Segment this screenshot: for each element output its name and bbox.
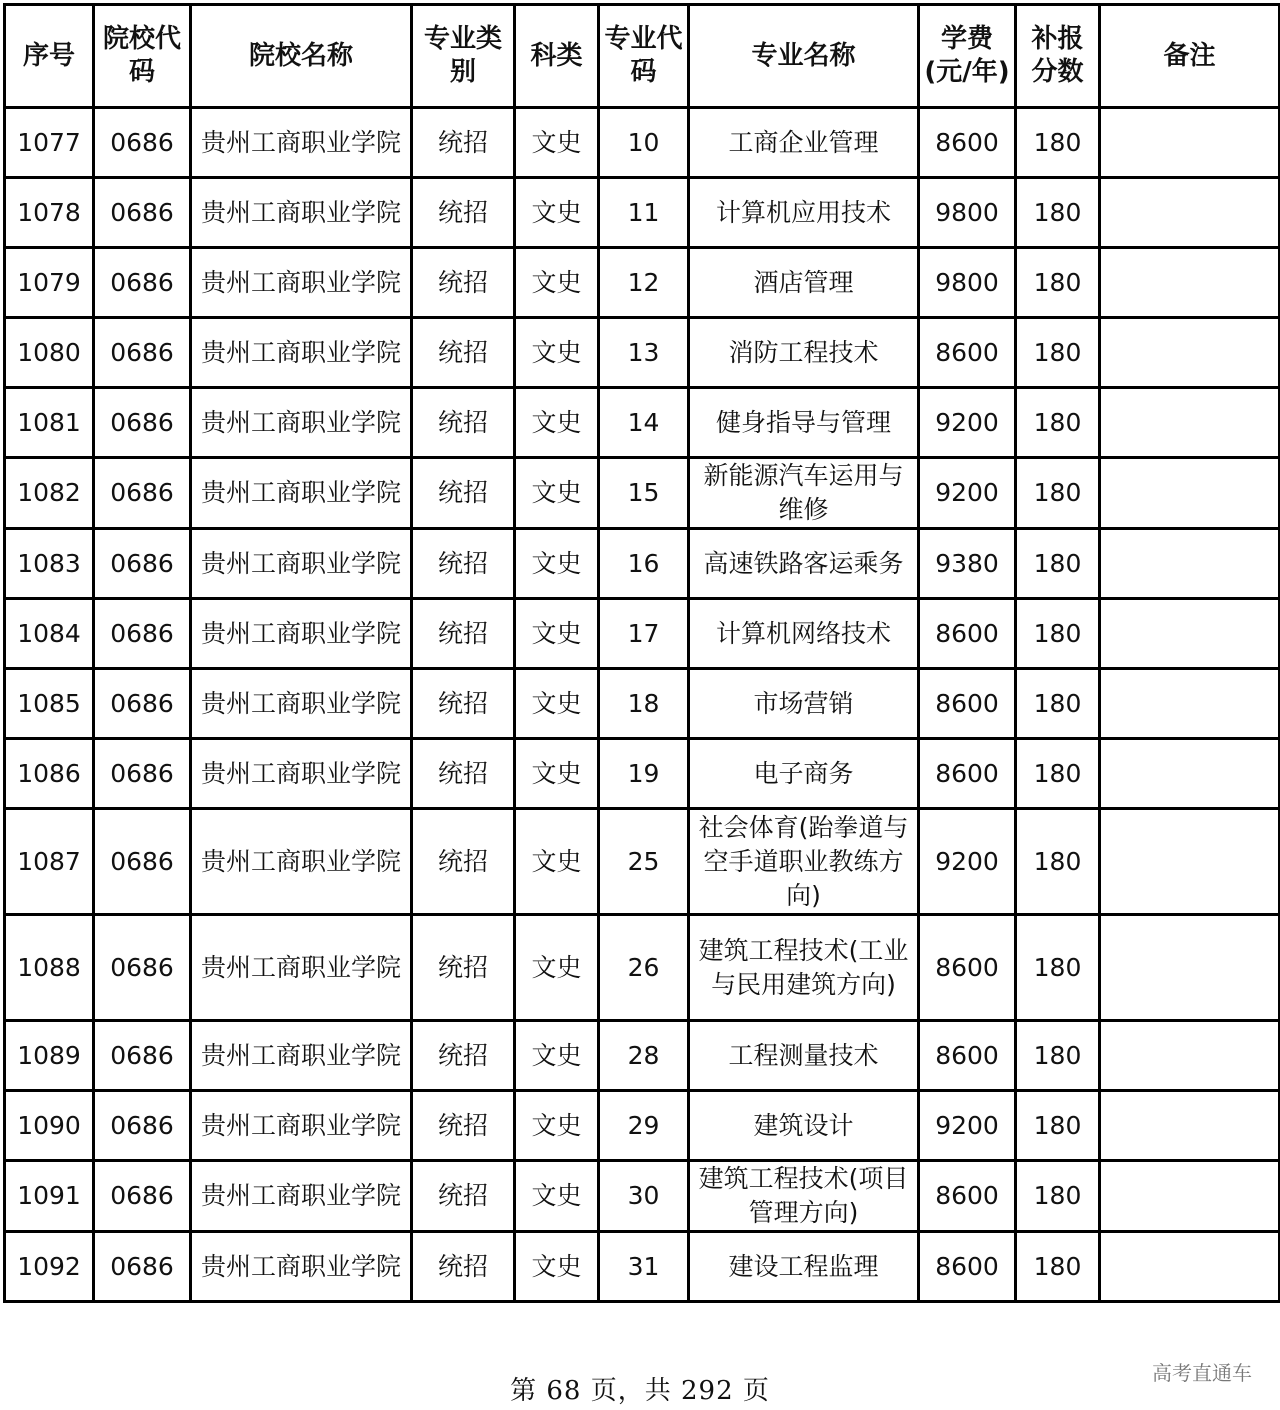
cell-major-code: 31 <box>599 1232 689 1302</box>
cell-category: 文史 <box>515 1021 599 1091</box>
cell-serial: 1083 <box>5 529 94 599</box>
cell-remarks <box>1100 1091 1280 1161</box>
cell-remarks <box>1100 809 1280 915</box>
cell-major-name: 工程测量技术 <box>689 1021 919 1091</box>
table-row <box>5 1091 1280 1161</box>
col-header-score: 补报分数 <box>1016 5 1100 108</box>
cell-category: 文史 <box>515 458 599 529</box>
cell-major-name: 建筑工程技术(项目管理方向) <box>689 1161 919 1232</box>
cell-category: 文史 <box>515 1232 599 1302</box>
cell-category: 文史 <box>515 1161 599 1232</box>
cell-score: 180 <box>1016 108 1100 178</box>
cell-school-code: 0686 <box>94 599 191 669</box>
cell-school-code: 0686 <box>94 458 191 529</box>
cell-school-name: 贵州工商职业学院 <box>191 178 412 248</box>
cell-remarks <box>1100 1021 1280 1091</box>
cell-serial: 1088 <box>5 915 94 1021</box>
cell-remarks <box>1100 739 1280 809</box>
cell-major-type: 统招 <box>412 248 515 318</box>
cell-major-code: 28 <box>599 1021 689 1091</box>
cell-major-type: 统招 <box>412 1021 515 1091</box>
cell-major-type: 统招 <box>412 1232 515 1302</box>
col-header-serial: 序号 <box>5 5 94 108</box>
table-row <box>5 1232 1280 1302</box>
cell-tuition: 9200 <box>919 458 1016 529</box>
cell-tuition: 9800 <box>919 178 1016 248</box>
cell-major-name: 消防工程技术 <box>689 318 919 388</box>
enrollment-table <box>3 3 1280 1303</box>
cell-serial: 1084 <box>5 599 94 669</box>
cell-school-name: 贵州工商职业学院 <box>191 669 412 739</box>
page-footer: 第 68 页，共 292 页 <box>510 1376 770 1406</box>
cell-serial: 1086 <box>5 739 94 809</box>
cell-tuition: 8600 <box>919 669 1016 739</box>
cell-school-name: 贵州工商职业学院 <box>191 1232 412 1302</box>
cell-score: 180 <box>1016 388 1100 458</box>
cell-score: 180 <box>1016 669 1100 739</box>
cell-score: 180 <box>1016 318 1100 388</box>
col-header-major-code: 专业代码 <box>599 5 689 108</box>
cell-score: 180 <box>1016 915 1100 1021</box>
cell-school-code: 0686 <box>94 669 191 739</box>
cell-tuition: 8600 <box>919 1161 1016 1232</box>
cell-major-type: 统招 <box>412 529 515 599</box>
table-body <box>5 108 1280 1302</box>
table-header <box>5 5 1280 108</box>
cell-remarks <box>1100 388 1280 458</box>
cell-tuition: 8600 <box>919 318 1016 388</box>
cell-serial: 1082 <box>5 458 94 529</box>
col-header-school-code: 院校代码 <box>94 5 191 108</box>
cell-serial: 1087 <box>5 809 94 915</box>
cell-school-name: 贵州工商职业学院 <box>191 599 412 669</box>
cell-category: 文史 <box>515 178 599 248</box>
cell-major-name: 建设工程监理 <box>689 1232 919 1302</box>
cell-major-code: 11 <box>599 178 689 248</box>
cell-major-type: 统招 <box>412 1091 515 1161</box>
cell-remarks <box>1100 669 1280 739</box>
cell-major-code: 17 <box>599 599 689 669</box>
cell-serial: 1081 <box>5 388 94 458</box>
cell-category: 文史 <box>515 1091 599 1161</box>
cell-tuition: 8600 <box>919 108 1016 178</box>
cell-score: 180 <box>1016 178 1100 248</box>
cell-remarks <box>1100 1232 1280 1302</box>
cell-major-name: 健身指导与管理 <box>689 388 919 458</box>
cell-tuition: 9200 <box>919 388 1016 458</box>
cell-remarks <box>1100 318 1280 388</box>
cell-score: 180 <box>1016 529 1100 599</box>
cell-major-code: 14 <box>599 388 689 458</box>
table-row <box>5 529 1280 599</box>
table-row <box>5 915 1280 1021</box>
cell-major-name: 工商企业管理 <box>689 108 919 178</box>
cell-major-code: 19 <box>599 739 689 809</box>
cell-serial: 1079 <box>5 248 94 318</box>
cell-major-type: 统招 <box>412 388 515 458</box>
cell-major-name: 高速铁路客运乘务 <box>689 529 919 599</box>
cell-score: 180 <box>1016 739 1100 809</box>
cell-school-code: 0686 <box>94 529 191 599</box>
cell-school-name: 贵州工商职业学院 <box>191 108 412 178</box>
cell-school-name: 贵州工商职业学院 <box>191 1161 412 1232</box>
cell-serial: 1090 <box>5 1091 94 1161</box>
col-header-tuition: 学费(元/年) <box>919 5 1016 108</box>
cell-serial: 1080 <box>5 318 94 388</box>
col-header-school-name: 院校名称 <box>191 5 412 108</box>
cell-major-type: 统招 <box>412 1161 515 1232</box>
cell-score: 180 <box>1016 1232 1100 1302</box>
cell-school-name: 贵州工商职业学院 <box>191 739 412 809</box>
table-row <box>5 669 1280 739</box>
cell-major-type: 统招 <box>412 178 515 248</box>
cell-major-type: 统招 <box>412 915 515 1021</box>
cell-school-code: 0686 <box>94 1021 191 1091</box>
cell-major-name: 社会体育(跆拳道与空手道职业教练方向) <box>689 809 919 915</box>
cell-score: 180 <box>1016 248 1100 318</box>
cell-score: 180 <box>1016 599 1100 669</box>
cell-school-name: 贵州工商职业学院 <box>191 248 412 318</box>
cell-remarks <box>1100 248 1280 318</box>
col-header-category: 科类 <box>515 5 599 108</box>
table-row <box>5 248 1280 318</box>
cell-tuition: 8600 <box>919 1021 1016 1091</box>
cell-school-code: 0686 <box>94 1161 191 1232</box>
cell-tuition: 8600 <box>919 739 1016 809</box>
cell-serial: 1085 <box>5 669 94 739</box>
col-header-remarks: 备注 <box>1100 5 1280 108</box>
cell-major-code: 15 <box>599 458 689 529</box>
cell-school-name: 贵州工商职业学院 <box>191 1091 412 1161</box>
cell-score: 180 <box>1016 458 1100 529</box>
cell-category: 文史 <box>515 809 599 915</box>
cell-major-type: 统招 <box>412 669 515 739</box>
cell-score: 180 <box>1016 1021 1100 1091</box>
cell-score: 180 <box>1016 809 1100 915</box>
cell-serial: 1089 <box>5 1021 94 1091</box>
table-row <box>5 108 1280 178</box>
cell-category: 文史 <box>515 248 599 318</box>
cell-category: 文史 <box>515 739 599 809</box>
col-header-major-type: 专业类别 <box>412 5 515 108</box>
cell-remarks <box>1100 915 1280 1021</box>
cell-major-name: 电子商务 <box>689 739 919 809</box>
cell-major-name: 建筑设计 <box>689 1091 919 1161</box>
cell-score: 180 <box>1016 1091 1100 1161</box>
cell-category: 文史 <box>515 318 599 388</box>
cell-school-name: 贵州工商职业学院 <box>191 458 412 529</box>
cell-tuition: 9200 <box>919 809 1016 915</box>
cell-major-code: 18 <box>599 669 689 739</box>
watermark: 高考直通车 <box>1152 1361 1252 1385</box>
table-row <box>5 318 1280 388</box>
cell-school-code: 0686 <box>94 1232 191 1302</box>
cell-school-code: 0686 <box>94 809 191 915</box>
cell-school-code: 0686 <box>94 318 191 388</box>
cell-major-code: 25 <box>599 809 689 915</box>
table-row <box>5 458 1280 529</box>
cell-major-code: 10 <box>599 108 689 178</box>
cell-category: 文史 <box>515 669 599 739</box>
cell-school-code: 0686 <box>94 915 191 1021</box>
cell-major-type: 统招 <box>412 458 515 529</box>
cell-serial: 1078 <box>5 178 94 248</box>
cell-major-name: 市场营销 <box>689 669 919 739</box>
cell-remarks <box>1100 458 1280 529</box>
cell-school-code: 0686 <box>94 178 191 248</box>
cell-major-code: 29 <box>599 1091 689 1161</box>
cell-tuition: 8600 <box>919 915 1016 1021</box>
table-row <box>5 178 1280 248</box>
cell-school-code: 0686 <box>94 739 191 809</box>
cell-category: 文史 <box>515 388 599 458</box>
cell-category: 文史 <box>515 529 599 599</box>
cell-tuition: 8600 <box>919 599 1016 669</box>
header-row <box>5 5 1280 108</box>
cell-major-code: 16 <box>599 529 689 599</box>
cell-major-code: 12 <box>599 248 689 318</box>
cell-major-name: 建筑工程技术(工业与民用建筑方向) <box>689 915 919 1021</box>
cell-serial: 1091 <box>5 1161 94 1232</box>
cell-major-code: 13 <box>599 318 689 388</box>
table-row <box>5 599 1280 669</box>
cell-category: 文史 <box>515 599 599 669</box>
cell-category: 文史 <box>515 915 599 1021</box>
cell-score: 180 <box>1016 1161 1100 1232</box>
cell-major-type: 统招 <box>412 809 515 915</box>
cell-remarks <box>1100 178 1280 248</box>
cell-serial: 1077 <box>5 108 94 178</box>
cell-tuition: 9380 <box>919 529 1016 599</box>
cell-major-code: 26 <box>599 915 689 1021</box>
cell-remarks <box>1100 108 1280 178</box>
cell-major-type: 统招 <box>412 599 515 669</box>
cell-tuition: 8600 <box>919 1232 1016 1302</box>
cell-school-code: 0686 <box>94 248 191 318</box>
table-row <box>5 809 1280 915</box>
cell-school-name: 贵州工商职业学院 <box>191 915 412 1021</box>
cell-school-code: 0686 <box>94 1091 191 1161</box>
cell-school-code: 0686 <box>94 108 191 178</box>
cell-major-type: 统招 <box>412 318 515 388</box>
table-row <box>5 1161 1280 1232</box>
cell-major-code: 30 <box>599 1161 689 1232</box>
cell-remarks <box>1100 529 1280 599</box>
cell-remarks <box>1100 599 1280 669</box>
cell-school-name: 贵州工商职业学院 <box>191 529 412 599</box>
cell-serial: 1092 <box>5 1232 94 1302</box>
cell-school-name: 贵州工商职业学院 <box>191 1021 412 1091</box>
cell-major-name: 计算机应用技术 <box>689 178 919 248</box>
cell-major-name: 计算机网络技术 <box>689 599 919 669</box>
table-row <box>5 1021 1280 1091</box>
cell-school-name: 贵州工商职业学院 <box>191 388 412 458</box>
cell-school-name: 贵州工商职业学院 <box>191 318 412 388</box>
cell-major-name: 酒店管理 <box>689 248 919 318</box>
cell-school-name: 贵州工商职业学院 <box>191 809 412 915</box>
cell-category: 文史 <box>515 108 599 178</box>
cell-tuition: 9800 <box>919 248 1016 318</box>
cell-major-type: 统招 <box>412 108 515 178</box>
table-row <box>5 388 1280 458</box>
cell-remarks <box>1100 1161 1280 1232</box>
cell-major-type: 统招 <box>412 739 515 809</box>
table-row <box>5 739 1280 809</box>
cell-major-name: 新能源汽车运用与维修 <box>689 458 919 529</box>
col-header-major-name: 专业名称 <box>689 5 919 108</box>
cell-tuition: 9200 <box>919 1091 1016 1161</box>
cell-school-code: 0686 <box>94 388 191 458</box>
